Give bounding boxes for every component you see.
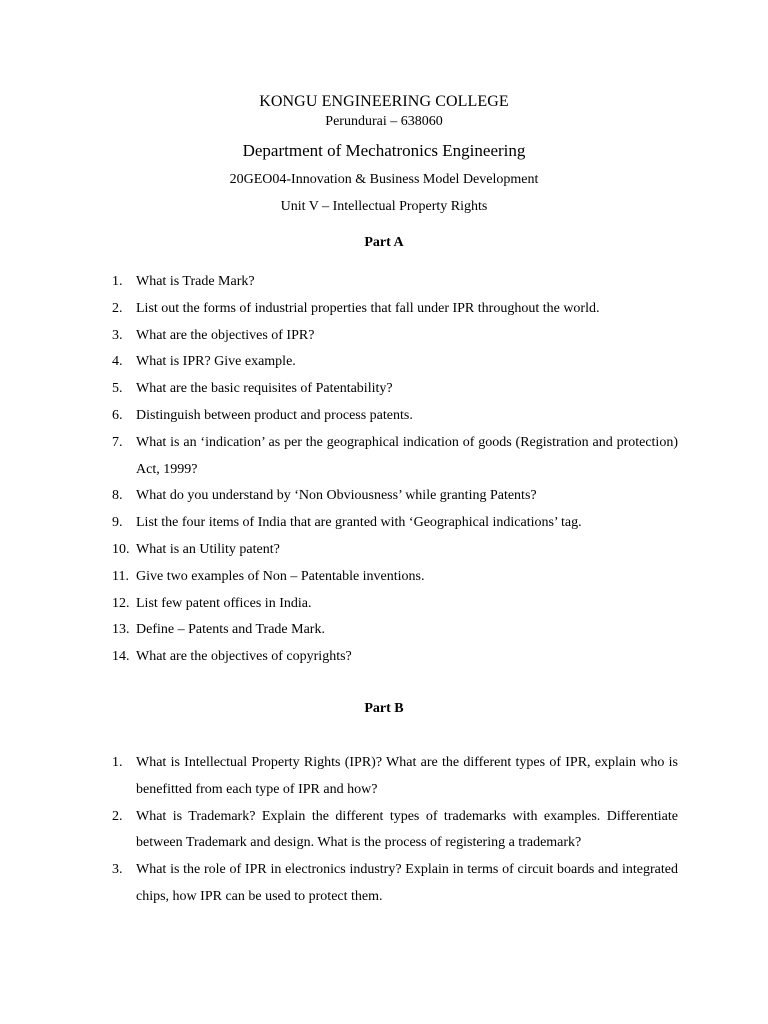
question-text: What is Trademark? Explain the different types of trademarks with examples. Differentiate between Trademark and design. What is the process of registering a trademark?: [136, 808, 678, 851]
question-item: [112, 403, 678, 430]
question-number: 4.: [112, 354, 123, 370]
question-number: 10.: [112, 541, 130, 557]
college-address: Perundurai – 638060: [325, 114, 443, 129]
question-text: List the four items of India that are granted with ‘Geographical indications’ tag.: [136, 515, 582, 531]
question-item: [112, 857, 678, 911]
question-number: 1.: [112, 274, 123, 289]
question-number: 12.: [112, 595, 130, 611]
question-number: 11.: [112, 568, 129, 584]
question-text: What do you understand by ‘Non Obviousness’ while granting Patents?: [136, 488, 537, 504]
part-a-question-list: [112, 269, 678, 671]
question-item: [112, 617, 678, 644]
course-title: 20GEO04-Innovation & Business Model Development: [229, 172, 539, 187]
question-item: [112, 269, 678, 296]
question-text: List few patent offices in India.: [136, 595, 312, 611]
question-text: What is an ‘indication’ as per the geographical indication of goods (Registration and protection) Act, 1999?: [136, 434, 678, 477]
question-text: What is Trade Mark?: [136, 274, 255, 289]
question-item: [112, 483, 678, 510]
part-b-heading: Part B: [364, 701, 404, 716]
question-number: 9.: [112, 515, 123, 531]
question-number: 1.: [112, 755, 123, 770]
question-item: [112, 510, 678, 537]
question-number: 3.: [112, 327, 123, 343]
question-number: 14.: [112, 649, 130, 665]
question-number: 5.: [112, 381, 123, 397]
question-item: [112, 644, 678, 671]
question-text: Define – Patents and Trade Mark.: [136, 622, 325, 638]
question-item: [112, 376, 678, 403]
question-text: What are the objectives of IPR?: [136, 327, 315, 343]
question-text: What is an Utility patent?: [136, 541, 280, 557]
question-item: [112, 537, 678, 564]
college-name: KONGU ENGINEERING COLLEGE: [259, 93, 509, 110]
question-text: Give two examples of Non – Patentable inventions.: [136, 568, 425, 584]
question-item: [112, 296, 678, 323]
question-number: 2.: [112, 300, 123, 316]
question-number: 13.: [112, 622, 130, 638]
question-number: 7.: [112, 434, 123, 450]
question-text: What is Intellectual Property Rights (IPR)? What are the different types of IPR, explain who is benefitted from each type of IPR and how?: [136, 755, 678, 797]
unit-title: Unit V – Intellectual Property Rights: [280, 199, 488, 214]
question-number: 2.: [112, 808, 123, 824]
question-number: 6.: [112, 407, 123, 423]
question-text: List out the forms of industrial properties that fall under IPR throughout the world.: [136, 300, 600, 316]
part-b-question-list: [112, 750, 678, 911]
question-text: What is IPR? Give example.: [136, 354, 296, 370]
question-text: What are the objectives of copyrights?: [136, 649, 352, 665]
question-number: 3.: [112, 862, 123, 878]
question-item: [112, 349, 678, 376]
question-text: Distinguish between product and process patents.: [136, 407, 413, 423]
question-item: [112, 564, 678, 591]
department-name: Department of Mechatronics Engineering: [242, 141, 526, 160]
question-text: What are the basic requisites of Patentability?: [136, 381, 393, 397]
question-text: What is the role of IPR in electronics industry? Explain in terms of circuit boards and integrated chips, how IPR can be used to protect them.: [136, 862, 678, 904]
part-a-heading: Part A: [364, 235, 404, 250]
question-item: [112, 430, 678, 484]
question-item: [112, 804, 678, 858]
question-item: [112, 323, 678, 350]
question-item: [112, 750, 678, 804]
question-number: 8.: [112, 488, 123, 504]
question-item: [112, 591, 678, 618]
